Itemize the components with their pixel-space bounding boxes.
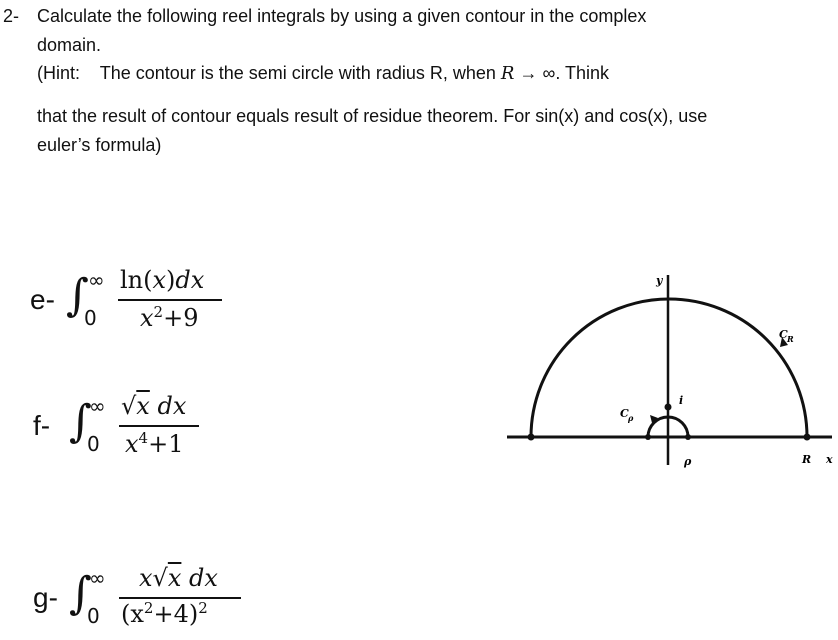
- hint-infinity: ∞.: [542, 63, 561, 83]
- integral-g: [33, 560, 253, 640]
- question-line-1: Calculate the following reel integrals by using a given contour in the complex: [37, 6, 647, 26]
- integral-e-numerator: ln(x)dx: [120, 266, 205, 294]
- point-minus-r: [528, 434, 535, 441]
- integral-f-label: f-: [33, 410, 51, 441]
- integral-f-denominator: $x^4+1$: [125, 429, 184, 458]
- question-line-5: euler’s formula): [37, 135, 162, 155]
- pole-i: [665, 404, 672, 411]
- question-number: 2-: [3, 6, 20, 26]
- integral-g-fraction-bar: [119, 597, 241, 599]
- integral-e-label: e-: [30, 284, 55, 315]
- integral-e-lower: 0: [84, 306, 97, 330]
- integral-e-sign: ∫: [66, 270, 89, 321]
- hint-line: [37, 63, 609, 84]
- hint-think: Think: [565, 63, 610, 83]
- integral-f-numerator: √x dx: [121, 392, 187, 420]
- x-axis-label: x: [826, 453, 833, 466]
- question-line-4: that the result of contour equals result of residue theorem. For sin(x) and cos(x), use: [37, 106, 708, 126]
- hint-arrow: →: [519, 63, 538, 83]
- cr-label: C: [779, 328, 788, 341]
- point-minus-rho: [645, 434, 651, 440]
- integral-f-upper: ∞: [89, 394, 106, 418]
- integral-e-upper: ∞: [88, 268, 105, 292]
- integral-e: [30, 262, 250, 342]
- integral-f-lower: 0: [87, 432, 100, 456]
- integral-g-numerator: x√x dx: [139, 564, 218, 592]
- integral-g-label: g-: [33, 582, 58, 613]
- point-r: [804, 434, 811, 441]
- integral-g-upper: ∞: [89, 566, 106, 590]
- contour-diagram: [480, 265, 838, 480]
- integral-f-fraction-bar: [119, 425, 199, 427]
- integral-g-sign: ∫: [69, 568, 92, 619]
- cr-subscript: R: [787, 334, 794, 344]
- y-axis-label: y: [656, 274, 663, 287]
- integral-g-denominator: $(x^2+4)^2$: [121, 599, 208, 628]
- r-label: R: [802, 453, 812, 466]
- hint-r-symbol: R: [500, 63, 515, 84]
- integral-f: [33, 388, 253, 468]
- hint-open: (Hint:: [37, 63, 81, 83]
- hint-text: The contour is the semi circle with radius R, when: [99, 63, 496, 83]
- point-rho: [685, 434, 691, 440]
- integral-f-sign: ∫: [69, 396, 92, 447]
- cp-label: C: [620, 407, 629, 420]
- integral-g-lower: 0: [87, 604, 100, 628]
- rho-label: ρ: [684, 455, 692, 468]
- i-label: i: [679, 394, 684, 407]
- integral-e-fraction-bar: [118, 299, 222, 301]
- question-line-2: domain.: [37, 35, 102, 55]
- cp-subscript: ρ: [628, 413, 634, 423]
- integral-e-denominator: $x^2+9$: [140, 303, 199, 332]
